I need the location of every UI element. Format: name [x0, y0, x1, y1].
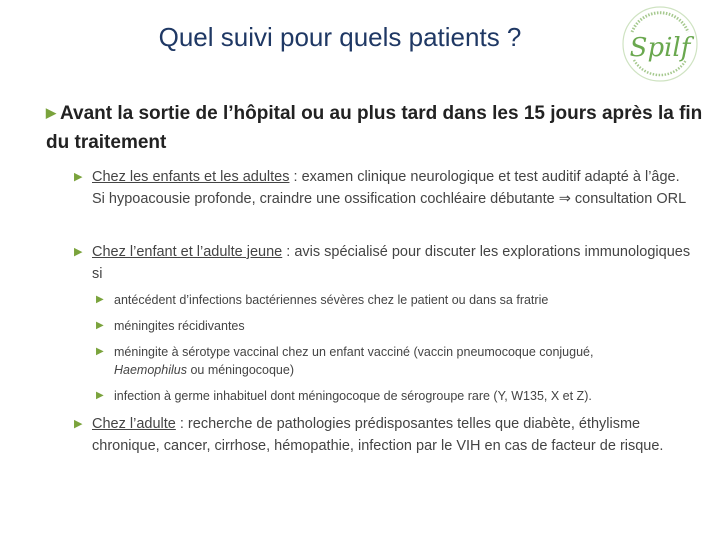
main-bullet — [46, 98, 706, 157]
sub-item-text: antécédent d’infections bactériennes sévères chez le patient ou dans sa fratrie — [114, 293, 549, 307]
sub-item — [96, 317, 696, 335]
sub-item-italic: Haemophilus — [114, 363, 187, 377]
chevron-bullet-icon: ▶ — [96, 346, 104, 357]
logo-wordmark: Spilf — [629, 33, 691, 63]
list-item-adult — [74, 413, 694, 457]
list-item-children-adults — [74, 166, 694, 210]
sub-item-text: méningites récidivantes — [114, 319, 245, 333]
sub-item-text: infection à germe inhabituel dont méningocoque de sérogroupe rare (Y, W135, X et Z). — [114, 389, 592, 403]
sub-item — [96, 387, 696, 405]
item-text: examen clinique neurologique et test auditif adapté à l’âge. Si hypoacousie profonde, craindre une ossification cochléaire débutante — [92, 169, 680, 207]
chevron-bullet-icon: ▶ — [74, 418, 83, 430]
chevron-bullet-icon: ▶ — [74, 246, 83, 258]
sub-item — [96, 291, 696, 309]
sub-item-tail: ou méningocoque) — [186, 363, 294, 377]
item-lead: Chez l’enfant et l’adulte jeune — [92, 244, 283, 260]
item-separator: : — [289, 169, 302, 185]
implies-arrow-icon: ⇒ — [558, 191, 571, 207]
item-tail: consultation ORL — [570, 191, 687, 207]
item-lead: Chez les enfants et les adultes — [92, 169, 290, 185]
chevron-bullet-icon: ▶ — [74, 171, 83, 183]
chevron-bullet-icon: ▶ — [96, 294, 104, 305]
item-text: avis spécialisé pour discuter les explorations immunologiques si — [92, 244, 691, 282]
item-text: recherche de pathologies prédisposantes telles que diabète, éthylisme chronique, cancer, cirrhose, hémopathie, infection par le VIH en cas de facteur de risque. — [92, 416, 664, 454]
list-item-young-adult — [74, 241, 694, 285]
chevron-bullet-icon: ▶ — [96, 320, 104, 331]
chevron-bullet-icon: ▶ — [96, 390, 104, 401]
sub-item — [96, 343, 696, 379]
main-bullet-text: Avant la sortie de l’hôpital ou au plus tard dans les 15 jours après la fin du traitement — [46, 103, 703, 153]
slide-title: Quel suivi pour quels patients ? — [158, 22, 522, 52]
item-separator: : — [282, 244, 295, 260]
chevron-bullet-icon: ▶ — [46, 105, 56, 120]
spilf-logo — [620, 4, 700, 84]
item-lead: Chez l’adulte — [92, 416, 176, 432]
sub-item-text: méningite à sérotype vaccinal chez un enfant vacciné (vaccin pneumocoque conjugué, — [114, 345, 594, 359]
item-separator: : — [175, 416, 188, 432]
